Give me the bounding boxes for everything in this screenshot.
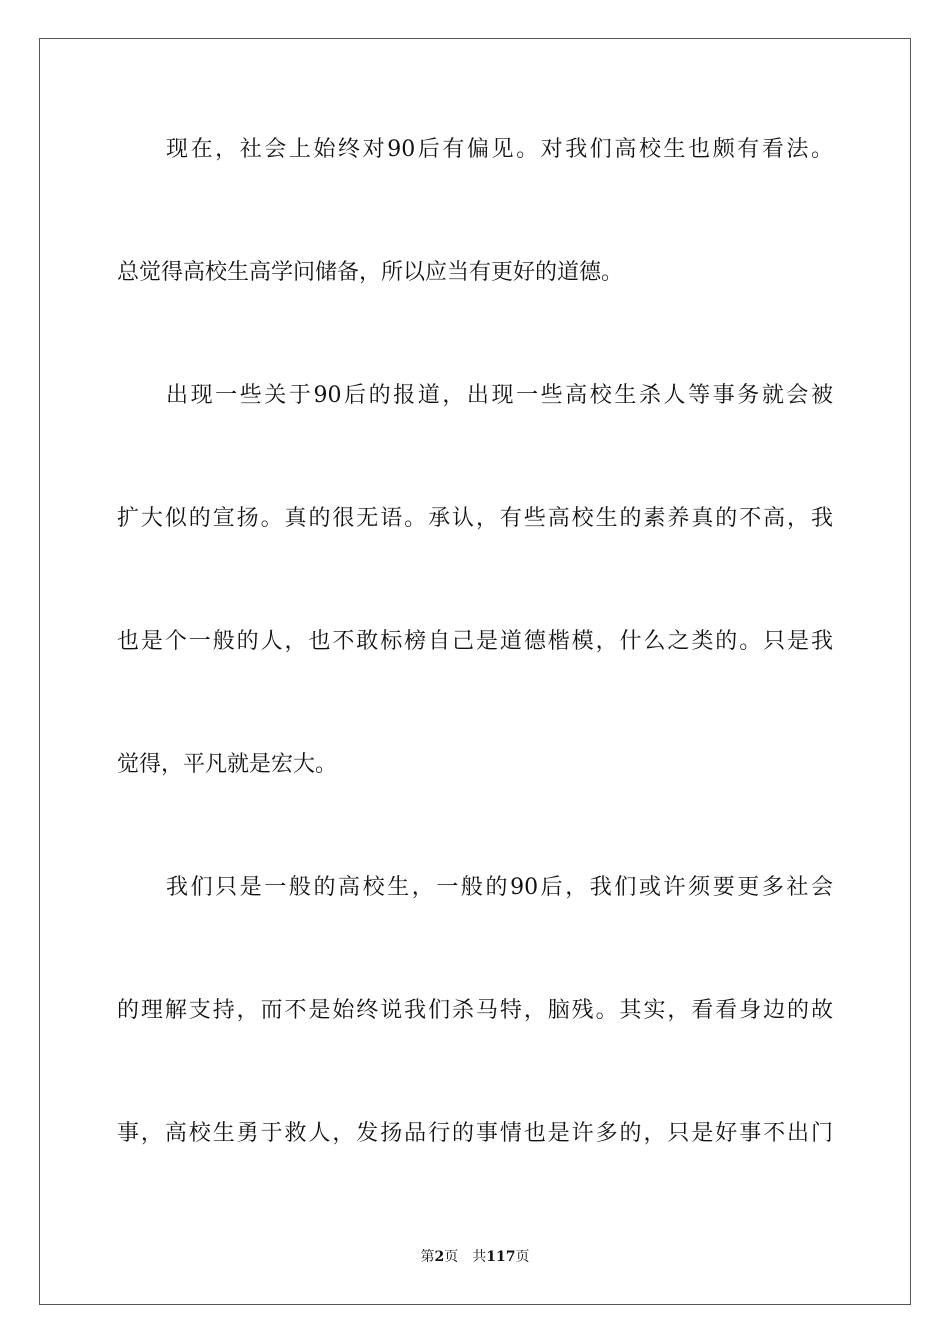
total-suffix: 页 [515,1249,530,1265]
total-prefix: 共 [472,1249,487,1265]
paragraph-line: 出现一些关于90后的报道，出现一些高校生杀人等事务就会被 [166,383,833,408]
paragraph-line: 我们只是一般的高校生，一般的90后，我们或许须要更多社会 [166,875,833,900]
page-current: 2 [434,1249,445,1265]
page-suffix: 页 [444,1249,459,1265]
page-footer [0,1246,950,1266]
paragraph-line: 扩大似的宣扬。真的很无语。承认，有些高校生的素养真的不高，我 [117,506,833,531]
paragraph-line: 现在，社会上始终对90后有偏见。对我们高校生也颇有看法。 [166,137,833,162]
page-prefix: 第 [420,1249,435,1265]
paragraph-line: 事，高校生勇于救人，发扬品行的事情也是许多的，只是好事不出门 [117,1121,833,1146]
page-total: 117 [486,1249,516,1265]
page-frame [39,38,911,1305]
paragraph-line: 总觉得高校生高学问储备，所以应当有更好的道德。 [117,260,624,285]
paragraph-line: 的理解支持，而不是始终说我们杀马特，脑残。其实，看看身边的故 [117,998,833,1023]
paragraph-line: 也是个一般的人，也不敢标榜自己是道德楷模，什么之类的。只是我 [117,629,833,654]
paragraph-line: 觉得，平凡就是宏大。 [117,752,338,777]
